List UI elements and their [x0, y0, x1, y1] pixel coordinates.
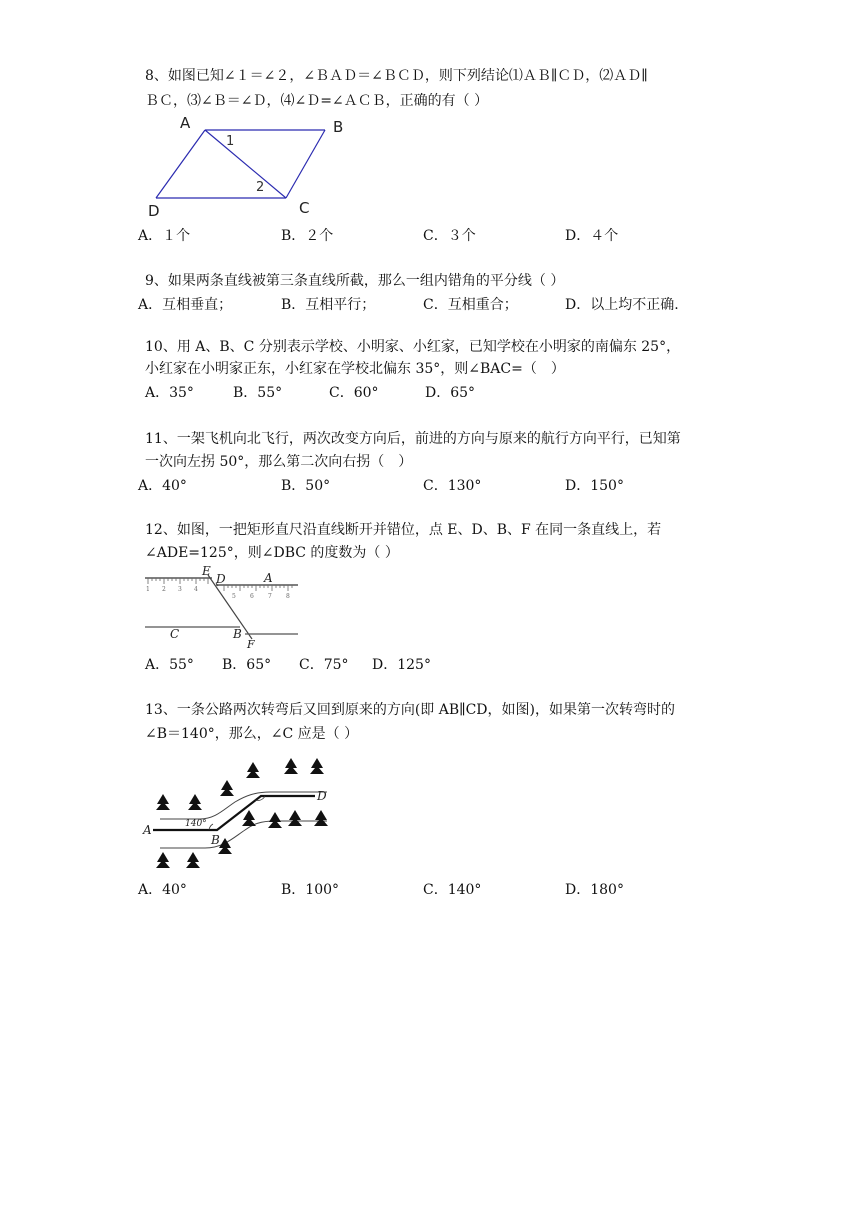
q12-label-c: C [170, 627, 180, 641]
q13-label-d: D [317, 789, 327, 803]
q10-text-line2: 小红家在小明家正东，小红家在学校北偏东 35°，则∠BAC=（ ） [145, 361, 565, 377]
q13-option-d: D．180° [565, 882, 624, 898]
q8-option-d: D．４个 [565, 228, 619, 244]
q12-tick-label-3: 3 [178, 586, 182, 593]
q8-label-c: C [299, 199, 310, 217]
q8-label-angle-2: 2 [256, 180, 265, 195]
q8-option-c: C．３个 [423, 228, 476, 244]
q10-option-c: C．60° [329, 385, 379, 401]
q10-text-line1: 10、用 A、B、C 分别表示学校、小明家、小红家，已知学校在小明家的南偏东 25°， [145, 339, 681, 355]
q9-text-line1: 9、如果两条直线被第三条直线所截，那么一组内错角的平分线（ ） [145, 273, 565, 289]
q12-text-line1: 12、如图，一把矩形直尺沿直线断开并错位，点 E、D、B、F 在同一条直线上，若 [145, 522, 662, 538]
q12-label-a: A [264, 571, 273, 585]
q13-option-b: B．100° [281, 882, 340, 898]
q13-option-a: A．40° [138, 882, 187, 898]
q12-tick-label-5: 5 [232, 593, 236, 600]
q12-ruler-figure [140, 563, 310, 653]
q9-option-b: B．互相平行； [281, 297, 376, 313]
q13-label-b: B [211, 833, 220, 847]
q8-label-b: B [333, 118, 344, 136]
q8-parallelogram-figure [140, 112, 360, 222]
q11-text-line1: 11、一架飞机向北飞行，两次改变方向后，前进的方向与原来的航行方向平行，已知第 [145, 431, 681, 447]
q12-tick-label-6: 6 [250, 593, 254, 600]
q11-text-line2: 一次向左拐 50°，那么第二次向右拐（ ） [145, 454, 413, 470]
q8-text-line1: 8、如图已知∠１＝∠２，∠ＢＡＤ＝∠ＢＣＤ，则下列结论⑴ＡＢ∥ＣＤ，⑵ＡＤ∥ [145, 68, 648, 84]
q12-tick-label-2: 2 [162, 586, 166, 593]
tree-icons [156, 758, 328, 868]
q12-label-b: B [233, 627, 242, 641]
q11-option-a: A．40° [138, 478, 187, 494]
q8-option-a: A．１个 [138, 228, 191, 244]
q12-tick-label-8: 8 [286, 593, 290, 600]
q12-label-e: E [202, 564, 211, 578]
q10-option-d: D．65° [425, 385, 476, 401]
q11-option-c: C．130° [423, 478, 482, 494]
q9-option-a: A．互相垂直； [138, 297, 233, 313]
q13-label-angle: 140° [185, 819, 207, 829]
q12-option-b: B．65° [222, 657, 272, 673]
q12-text-line2: ∠ADE=125°，则∠DBC 的度数为（ ） [145, 545, 399, 561]
q8-label-angle-1: 1 [226, 134, 235, 149]
q8-option-b: B．２个 [281, 228, 334, 244]
q12-tick-label-7: 7 [268, 593, 272, 600]
q13-text-line2: ∠B＝140°，那么，∠C 应是（ ） [145, 726, 359, 742]
q10-option-a: A．35° [145, 385, 194, 401]
q8-label-a: A [180, 114, 191, 132]
q12-tick-label-4: 4 [194, 586, 198, 593]
q8-label-d: D [148, 202, 160, 220]
q12-label-d: D [216, 572, 226, 586]
q12-option-d: D．125° [372, 657, 431, 673]
q9-option-c: C．互相重合； [423, 297, 518, 313]
q13-option-c: C．140° [423, 882, 482, 898]
q12-label-f: F [247, 638, 255, 651]
q13-road-figure [145, 752, 345, 872]
q13-label-a: A [143, 823, 152, 837]
q12-option-a: A．55° [145, 657, 194, 673]
q13-text-line1: 13、一条公路两次转弯后又回到原来的方向(即 AB∥CD，如图)，如果第一次转弯时的 [145, 702, 675, 718]
q12-tick-label-1: 1 [146, 586, 150, 593]
q11-option-b: B．50° [281, 478, 331, 494]
q8-text-line2: ＢＣ，⑶∠Ｂ＝∠Ｄ，⑷∠Ｄ=∠ＡＣＢ，正确的有（ ） [145, 93, 489, 109]
q11-option-d: D．150° [565, 478, 624, 494]
q10-option-b: B．55° [233, 385, 283, 401]
q12-option-c: C．75° [299, 657, 349, 673]
q9-option-d: D．以上均不正确. [565, 297, 679, 313]
